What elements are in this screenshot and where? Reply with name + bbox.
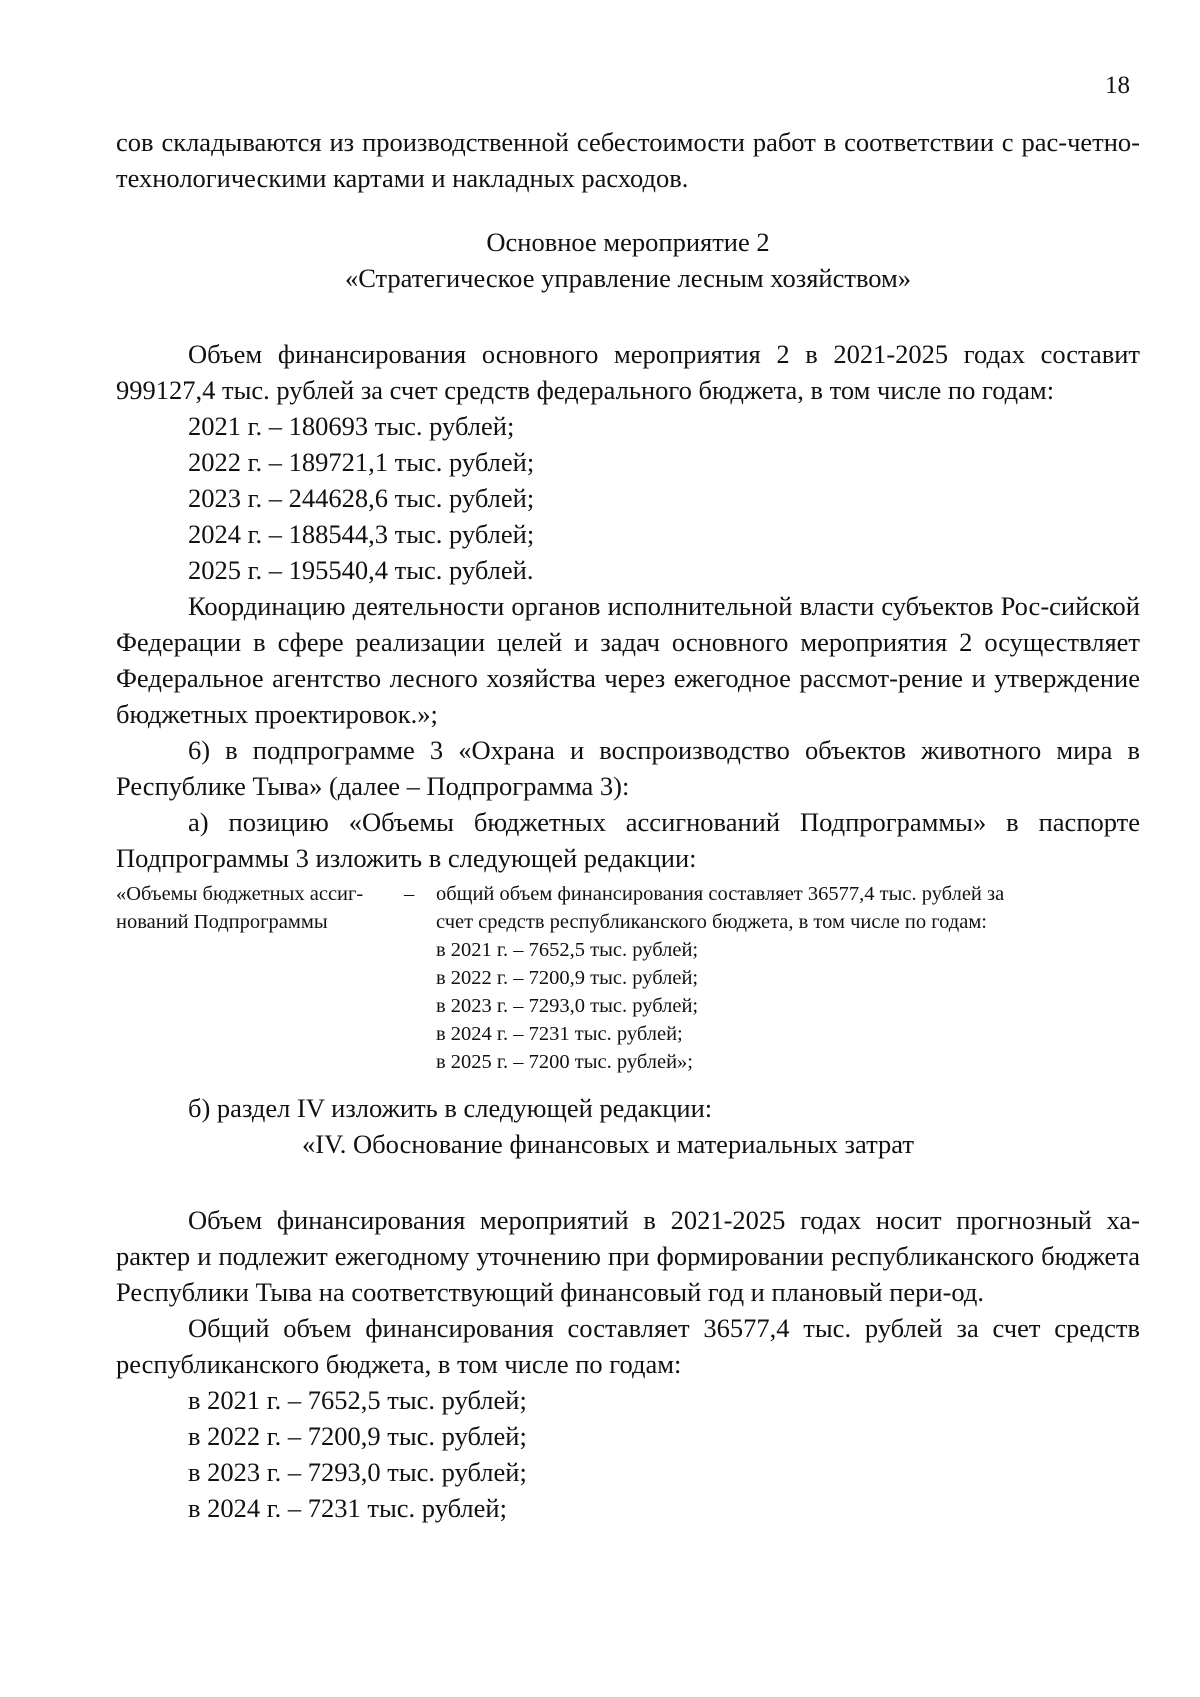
section2-year-line: 2024 г. – 188544,3 тыс. рублей; (188, 519, 535, 549)
coordination-paragraph: Координацию деятельности органов исполнительной власти субъектов Рос-сийской Федерации в сфере реализации целей и задач основного мероприятия 2 осуществляет Федеральное агентство лесного хозяйства через ежегодное рассмот-рение и утверждение бюджетных проектировок.»; (116, 591, 1140, 729)
section2-year-line: 2025 г. – 195540,4 тыс. рублей. (188, 555, 534, 585)
section4-year-line: в 2023 г. – 7293,0 тыс. рублей; (188, 1457, 527, 1487)
section4-year-line: в 2024 г. – 7231 тыс. рублей; (188, 1493, 507, 1523)
forecast-paragraph: Объем финансирования мероприятий в 2021-2025 годах носит прогнозный ха-рактер и подлежит ежегодному уточнению при формировании республиканского бюджета Республики Тыва на соответствующий финансовый год и плановый пери-од. (116, 1205, 1140, 1307)
section2-year-line: 2021 г. – 180693 тыс. рублей; (188, 411, 515, 441)
passport-value-line: в 2024 г. – 7231 тыс. рублей; (436, 1023, 683, 1045)
passport-value-line: счет средств республиканского бюджета, в том числе по годам: (436, 911, 988, 933)
passport-value-line: в 2022 г. – 7200,9 тыс. рублей; (436, 967, 699, 989)
section2-heading-line2: «Стратегическое управление лесным хозяйством» (344, 263, 912, 293)
passport-table (116, 880, 1140, 1076)
section4-heading: «IV. Обоснование финансовых и материальных затрат (302, 1129, 914, 1159)
passport-value-line: в 2025 г. – 7200 тыс. рублей»; (436, 1051, 693, 1073)
section2-year-line: 2022 г. – 189721,1 тыс. рублей; (188, 447, 535, 477)
section4-year-line: в 2021 г. – 7652,5 тыс. рублей; (188, 1385, 527, 1415)
passport-value-line: в 2023 г. – 7293,0 тыс. рублей; (436, 995, 699, 1017)
document-body (116, 124, 1140, 1526)
passport-values (436, 880, 1140, 1076)
passport-label: «Объемы бюджетных ассиг-нований Подпрограммы (116, 883, 364, 933)
subprogram3-paragraph: 6) в подпрограмме 3 «Охрана и воспроизводство объектов животного мира в Республике Тыва» (далее – Подпрограмма 3): (116, 735, 1140, 801)
section4-year-line: в 2022 г. – 7200,9 тыс. рублей; (188, 1421, 527, 1451)
section2-year-line: 2023 г. – 244628,6 тыс. рублей; (188, 483, 535, 513)
passport-value-line: в 2021 г. – 7652,5 тыс. рублей; (436, 939, 699, 961)
intro-paragraph: сов складываются из производственной себестоимости работ в соответствии с рас-четно-технологическими картами и накладных расходов. (116, 127, 1140, 193)
section2-funding-paragraph: Объем финансирования основного мероприятия 2 в 2021-2025 годах составит 999127,4 тыс. рублей за счет средств федерального бюджета, в том числе по годам: (116, 339, 1140, 405)
total-funding-paragraph: Общий объем финансирования составляет 36577,4 тыс. рублей за счет средств республиканского бюджета, в том числе по годам: (116, 1313, 1140, 1379)
passport-value-line: общий объем финансирования составляет 36577,4 тыс. рублей за (436, 883, 1005, 905)
passport-dash: – (404, 883, 415, 905)
item-b-paragraph: б) раздел IV изложить в следующей редакции: (188, 1093, 713, 1123)
item-a-paragraph: а) позицию «Объемы бюджетных ассигнований Подпрограммы» в паспорте Подпрограммы 3 изложить в следующей редакции: (116, 807, 1140, 873)
page-number: 18 (1105, 72, 1130, 99)
section2-heading-line1: Основное мероприятие 2 (486, 227, 770, 257)
